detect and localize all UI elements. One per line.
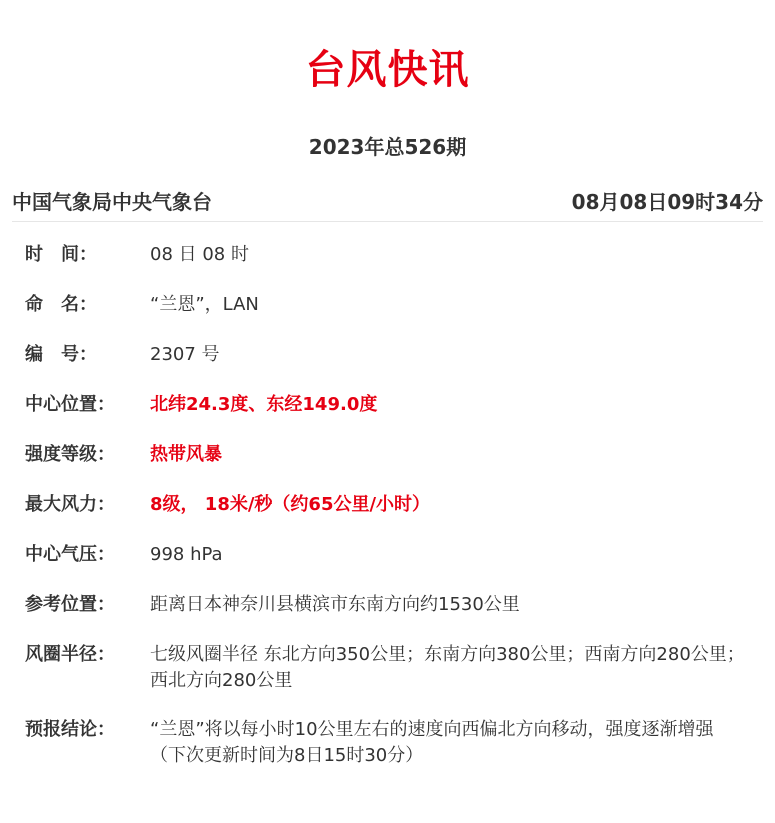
- field-label-forecast: 预报结论：: [25, 719, 115, 740]
- issuing-agency: 中国气象局中央气象台: [12, 190, 212, 214]
- field-label-intensity: 强度等级：: [25, 444, 115, 465]
- field-label-name: 命 名：: [25, 294, 97, 315]
- field-label-number: 编 号：: [25, 344, 97, 365]
- next-update-note: （下次更新时间为8日15时30分）: [150, 745, 424, 766]
- field-value-center-position: 北纬24.3度、东经149.0度: [150, 394, 378, 415]
- field-value-intensity: 热带风暴: [150, 444, 222, 465]
- forecast-text: “兰恩”将以每小时10公里左右的速度向西偏北方向移动，强度逐渐增强: [150, 719, 714, 740]
- field-value-name: “兰恩”，LAN: [150, 294, 259, 315]
- field-value-number: 2307 号: [150, 344, 220, 365]
- field-label-wind-radius: 风圈半径：: [25, 644, 115, 665]
- field-value-max-wind: 8级， 18米/秒（约65公里/小时）: [150, 494, 431, 515]
- header-divider: [12, 221, 763, 222]
- field-label-reference-position: 参考位置：: [25, 594, 115, 615]
- field-label-center-position: 中心位置：: [25, 394, 115, 415]
- bulletin-header: [12, 187, 763, 217]
- field-value-wind-radius: 七级风圈半径 东北方向350公里；东南方向380公里；西南方向280公里；西北方向280公里: [150, 644, 745, 691]
- field-value-reference-position: 距离日本神奈川县横滨市东南方向约1530公里: [150, 594, 520, 615]
- page-title: 台风快讯: [305, 47, 470, 93]
- field-label-time: 时 间：: [25, 244, 97, 265]
- field-label-pressure: 中心气压：: [25, 544, 115, 565]
- issue-number: 2023年总526期: [308, 135, 467, 159]
- field-label-max-wind: 最大风力：: [25, 494, 115, 515]
- field-value-pressure: 998 hPa: [150, 544, 223, 565]
- field-value-time: 08 日 08 时: [150, 244, 249, 265]
- field-value-forecast: [150, 717, 750, 769]
- issue-datetime: 08月08日09时34分: [571, 190, 763, 214]
